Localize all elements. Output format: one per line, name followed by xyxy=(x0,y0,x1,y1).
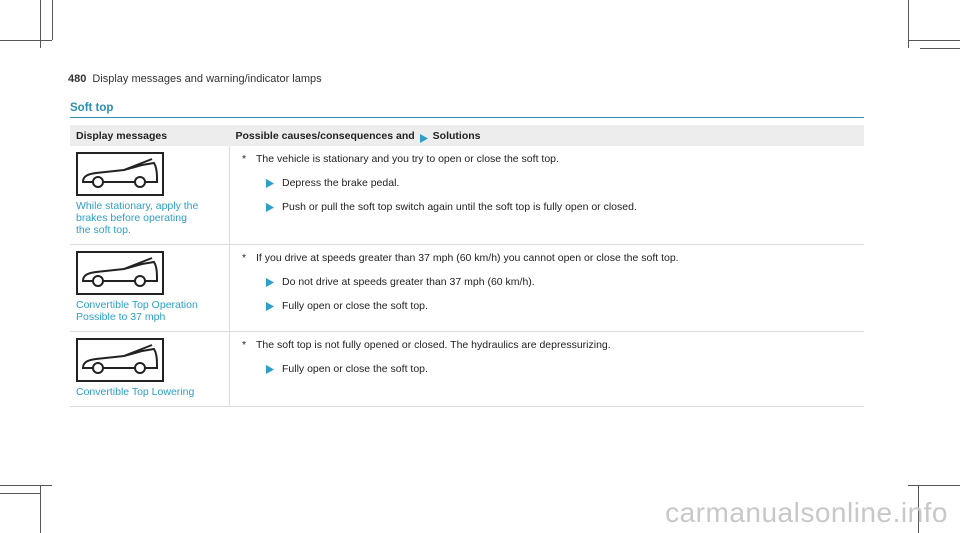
header-solutions-prefix: Possible causes/consequences and xyxy=(235,130,415,142)
page-header-title: Display messages and warning/indicator lamps xyxy=(92,73,322,85)
solutions-cell xyxy=(230,146,865,245)
convertible-car-icon xyxy=(76,251,164,295)
message-cell xyxy=(70,332,230,407)
solution-step-text: Depress the brake pedal. xyxy=(282,177,400,189)
page-header xyxy=(68,73,322,85)
table-row xyxy=(70,332,864,407)
crop-mark xyxy=(920,48,960,49)
section-divider xyxy=(70,117,864,118)
header-display-messages: Display messages xyxy=(70,125,230,146)
table-row xyxy=(70,146,864,245)
solution-step xyxy=(266,299,858,313)
page-number: 480 xyxy=(68,73,87,85)
display-message-text: While stationary, apply the brakes before operating the soft top. xyxy=(76,200,199,236)
cause-text: The vehicle is stationary and you try to open or close the soft top. xyxy=(256,153,559,165)
bullet-marker: * xyxy=(242,153,247,165)
arrow-right-icon xyxy=(420,134,428,142)
arrow-right-icon xyxy=(266,203,274,211)
crop-mark xyxy=(0,493,40,494)
arrow-right-icon xyxy=(266,278,274,286)
message-cell xyxy=(70,146,230,245)
watermark: carmanualsonline.info xyxy=(665,497,948,528)
solutions-cell xyxy=(230,245,865,332)
crop-mark xyxy=(40,485,41,533)
cause-text: The soft top is not fully opened or closed. The hydraulics are depressurizing. xyxy=(256,339,611,351)
crop-mark xyxy=(52,0,53,40)
header-solutions-suffix: Solutions xyxy=(432,130,481,142)
cause-text: If you drive at speeds greater than 37 mph (60 km/h) you cannot open or close the soft top. xyxy=(256,252,679,264)
crop-mark xyxy=(908,40,960,41)
solution-step-text: Push or pull the soft top switch again until the soft top is fully open or closed. xyxy=(282,201,637,213)
arrow-right-icon xyxy=(266,365,274,373)
solution-step-text: Do not drive at speeds greater than 37 mph (60 km/h). xyxy=(282,276,535,288)
solution-step xyxy=(266,176,858,190)
display-message-text: Convertible Top Lowering xyxy=(76,386,195,398)
crop-mark xyxy=(908,485,960,486)
bullet-marker: * xyxy=(242,252,247,264)
crop-mark xyxy=(0,485,52,486)
message-cell xyxy=(70,245,230,332)
cause-item xyxy=(242,152,858,166)
solution-step xyxy=(266,362,858,376)
arrow-right-icon xyxy=(266,302,274,310)
arrow-right-icon xyxy=(266,179,274,187)
crop-mark xyxy=(0,40,52,41)
solution-step xyxy=(266,275,858,289)
table-row xyxy=(70,245,864,332)
convertible-car-icon xyxy=(76,152,164,196)
solution-step xyxy=(266,200,858,214)
header-solutions xyxy=(230,125,865,146)
display-messages-table xyxy=(70,125,864,407)
table-header-row xyxy=(70,125,864,146)
convertible-car-icon xyxy=(76,338,164,382)
solutions-cell xyxy=(230,332,865,407)
cause-item xyxy=(242,251,858,265)
display-message-text: Convertible Top Operation Possible to 37 mph xyxy=(76,299,198,323)
section-title: Soft top xyxy=(70,102,114,114)
solution-step-text: Fully open or close the soft top. xyxy=(282,363,428,375)
cause-item xyxy=(242,338,858,352)
bullet-marker: * xyxy=(242,339,247,351)
solution-step-text: Fully open or close the soft top. xyxy=(282,300,428,312)
